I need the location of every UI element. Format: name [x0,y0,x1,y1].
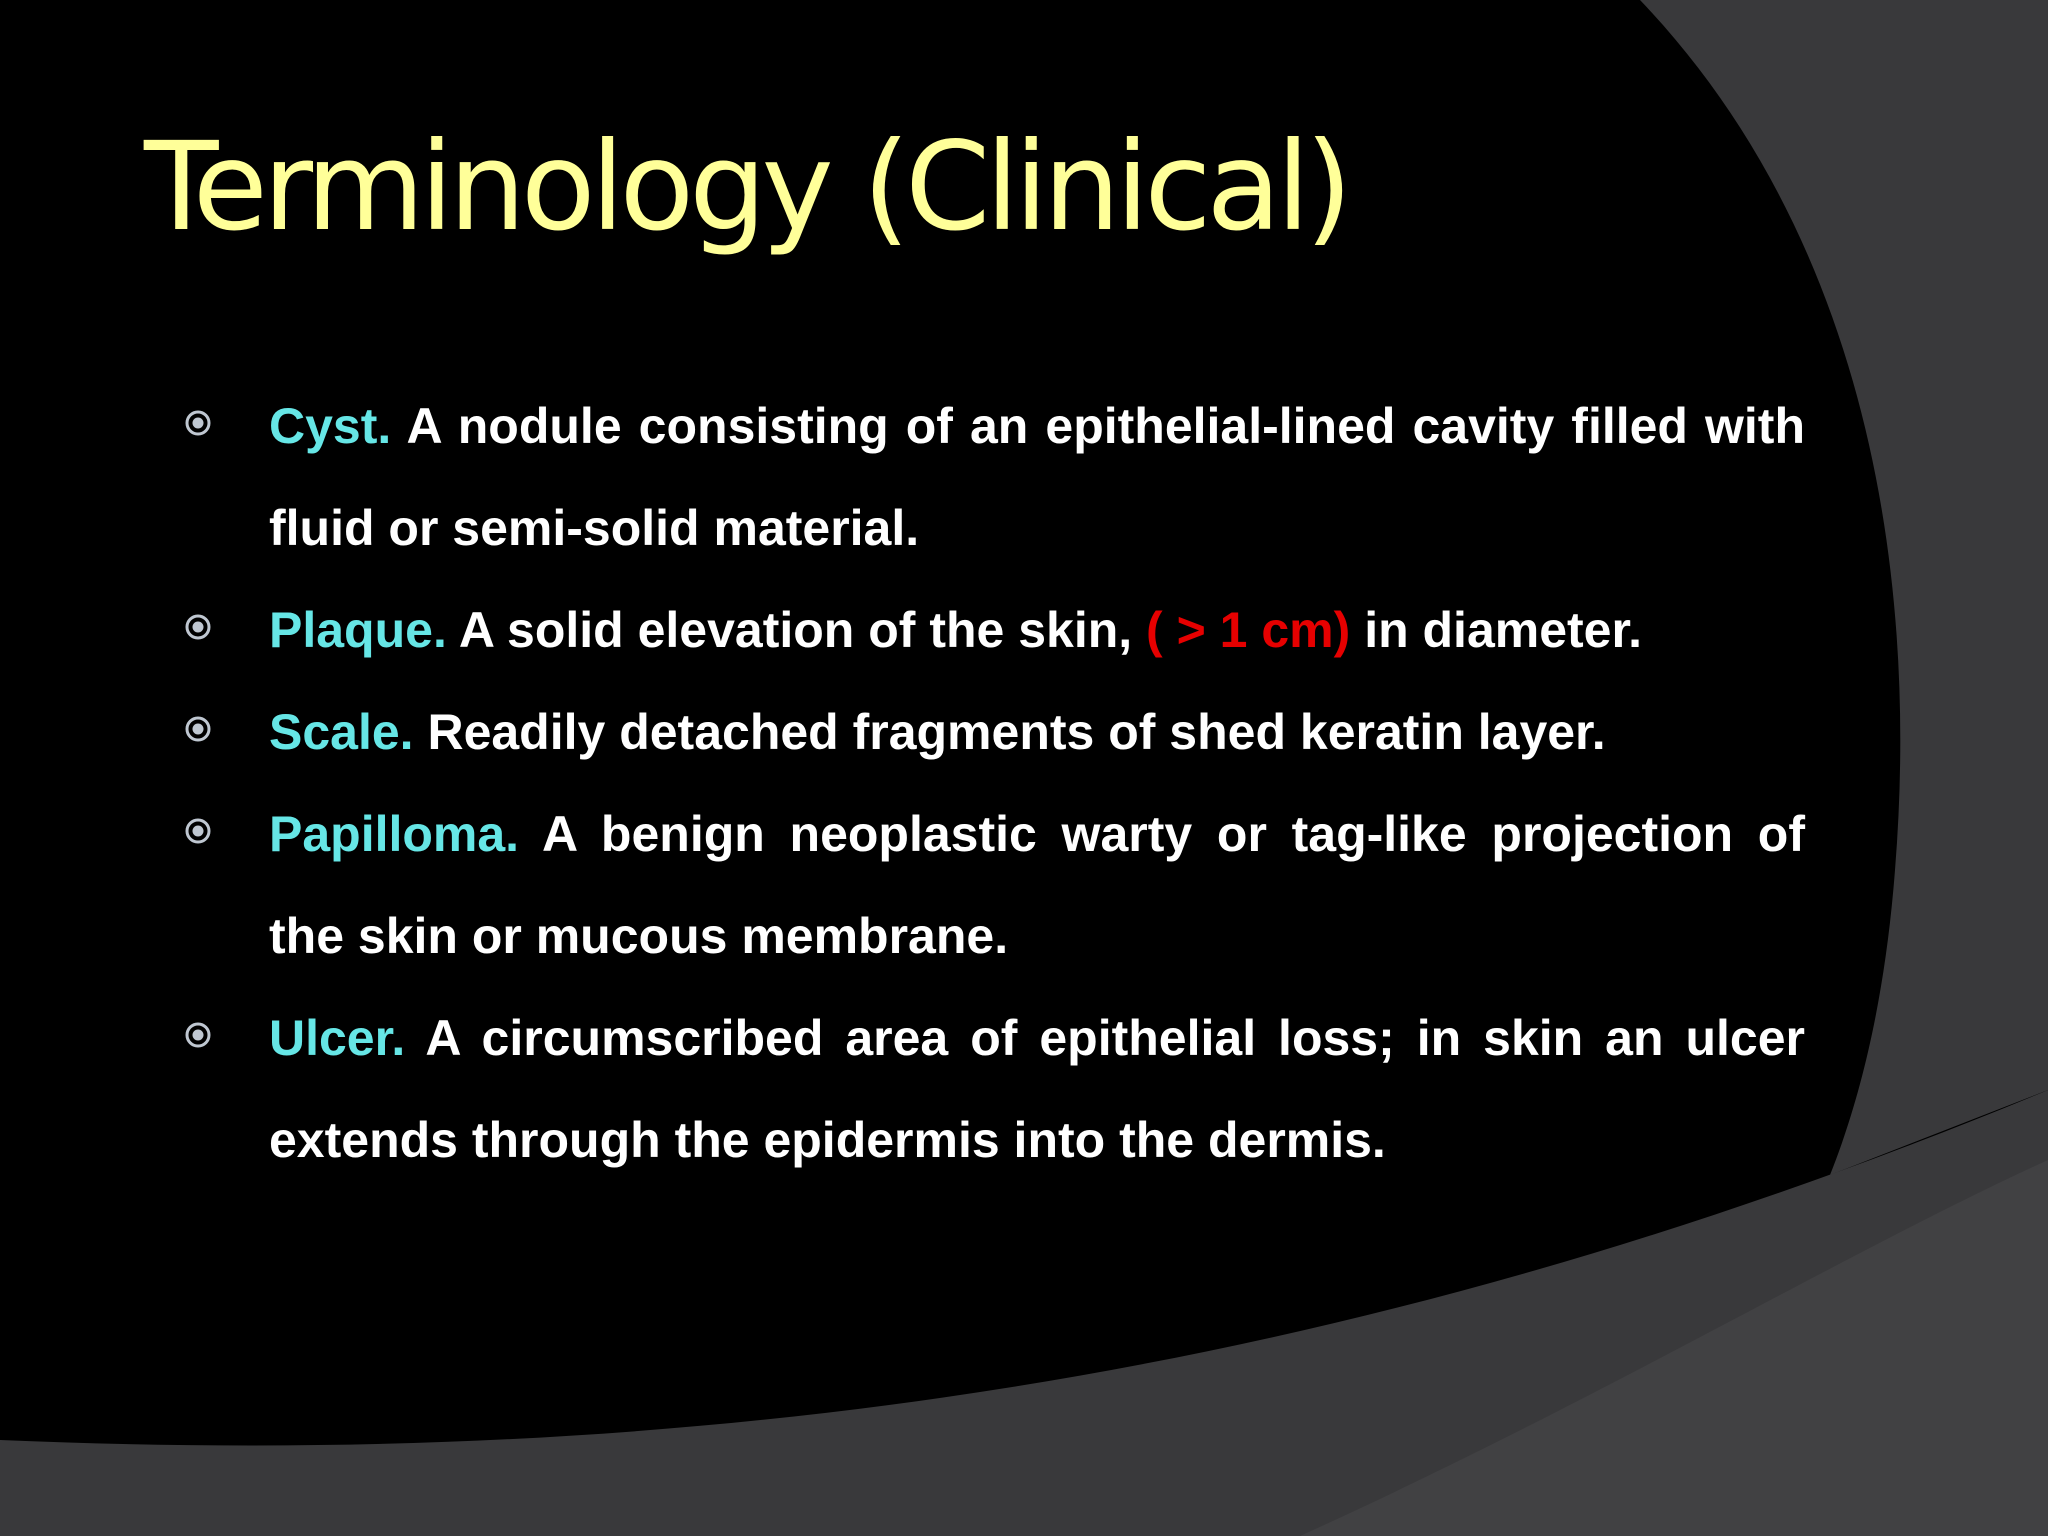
terminology-list [180,375,1805,1191]
term-definition: Readily detached fragments of shed keratin layer. [413,704,1606,760]
circle-dot-icon [185,410,211,436]
term-label: Ulcer. [269,1010,406,1066]
term-definition: A benign neoplastic warty or tag-like projection of the skin or mucous membrane. [269,806,1805,964]
list-item-cyst [180,375,1805,579]
term-definition-end: in diameter. [1350,602,1643,658]
term-definition: A circumscribed area of epithelial loss; in skin an ulcer extends through the epidermis into the dermis. [269,1010,1805,1168]
list-item-scale [180,681,1805,783]
circle-dot-icon [185,1022,211,1048]
circle-dot-icon [185,818,211,844]
term-definition: A nodule consisting of an epithelial-lined cavity filled with fluid or semi-solid material. [269,398,1805,556]
list-item-papilloma [180,783,1805,987]
term-label: Plaque. [269,602,447,658]
size-highlight: ( > 1 cm) [1146,602,1351,658]
term-label: Scale. [269,704,414,760]
circle-dot-icon [185,614,211,640]
term-label: Papilloma. [269,806,520,862]
list-item-ulcer [180,987,1805,1191]
term-label: Cyst. [269,398,392,454]
list-item-plaque [180,579,1805,681]
term-definition: A solid elevation of the skin, [446,602,1147,658]
circle-dot-icon [185,716,211,742]
slide-title: Terminology (Clinical) [144,116,1348,258]
